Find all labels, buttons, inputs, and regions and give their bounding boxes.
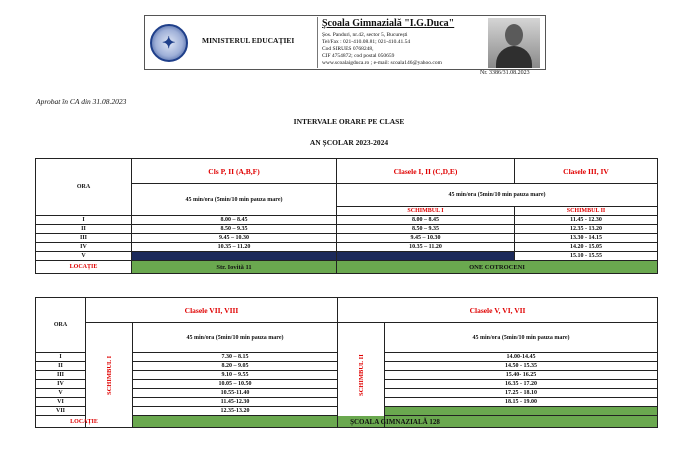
col-header-v-vi-vii: Clasele V, VI, VII — [338, 298, 658, 323]
table-row — [36, 252, 658, 261]
eagle-icon: ✦ — [162, 35, 176, 52]
location-value: ȘCOALA GIMNAZIALĂ 128 — [133, 416, 658, 428]
shift-label: SCHIMBUL I — [337, 207, 515, 216]
duca-portrait — [488, 18, 540, 68]
row-label: I — [36, 216, 132, 225]
school-phone: Tel/Fax : 021-410.08.81; 021-410.41.54 — [322, 39, 411, 45]
time-cell: 9.10 – 9.55 — [133, 371, 338, 380]
col-header-i-ii: Clasele I, II (C,D,E) — [337, 159, 515, 184]
school-address: Șos. Panduri, nr.42, sector 5, București — [322, 32, 408, 38]
time-cell: 10.35 – 11.20 — [337, 243, 515, 252]
time-cell: 8.00 – 8.45 — [132, 216, 337, 225]
schedule-table-primary — [35, 158, 658, 274]
schedule-table-secondary — [35, 297, 658, 428]
time-cell: 18.15 - 19.00 — [385, 398, 658, 407]
portrait-head — [505, 24, 523, 46]
empty-slot — [385, 407, 658, 416]
time-cell: 15.10 - 15.55 — [515, 252, 658, 261]
row-label: I — [36, 353, 86, 362]
row-label: VII — [36, 407, 86, 416]
portrait-body — [496, 46, 532, 68]
row-label: VI — [36, 398, 86, 407]
row-label: II — [36, 225, 132, 234]
ora-header: ORA — [36, 159, 132, 216]
time-cell: 9.45 – 10.30 — [337, 234, 515, 243]
table-row — [36, 243, 658, 252]
time-cell: 12.35 - 13.20 — [515, 225, 658, 234]
row-label: IV — [36, 243, 132, 252]
empty-slot — [132, 252, 337, 261]
location-value: Str. Iovită 11 — [132, 261, 337, 274]
time-cell: 14.00-14.45 — [385, 353, 658, 362]
row-label: II — [36, 362, 86, 371]
col-header-iii-iv: Clasele III, IV — [515, 159, 658, 184]
table-row — [36, 225, 658, 234]
row-label: III — [36, 234, 132, 243]
row-label: III — [36, 371, 86, 380]
letterhead-divider — [317, 17, 318, 68]
location-label: LOCAȚIE — [36, 416, 133, 428]
row-label: IV — [36, 380, 86, 389]
time-cell: 11.45-12.30 — [133, 398, 338, 407]
time-cell: 13.30 - 14.15 — [515, 234, 658, 243]
location-label: LOCAȚIE — [36, 261, 132, 274]
location-row — [36, 261, 658, 274]
table-row — [36, 234, 658, 243]
row-label: V — [36, 252, 132, 261]
time-cell: 8.20 – 9.05 — [133, 362, 338, 371]
col-header-p-ii: Cls P, II (A,B,F) — [132, 159, 337, 184]
duration-note: 45 min/ora (5min/10 min pauza mare) — [133, 323, 338, 353]
time-cell: 8.50 – 9.35 — [337, 225, 515, 234]
time-cell: 10.05 – 10.50 — [133, 380, 338, 389]
time-cell: 11.45 - 12.30 — [515, 216, 658, 225]
time-cell: 17.25 - 18.10 — [385, 389, 658, 398]
time-cell: 7.30 – 8.15 — [133, 353, 338, 362]
duration-note: 45 min/ora (5min/10 min pauza mare) — [132, 184, 337, 216]
shift-label: SCHIMBUL II — [515, 207, 658, 216]
table-row — [36, 216, 658, 225]
duration-note: 45 min/ora (5min/10 min pauza mare) — [385, 323, 658, 353]
shift-label: SCHIMBUL I — [86, 323, 133, 428]
ora-header: ORA — [36, 298, 86, 353]
romania-coat-of-arms-logo — [150, 24, 188, 62]
ministry-name: MINISTERUL EDUCAȚIEI — [202, 36, 295, 45]
time-cell: 9.45 – 10.30 — [132, 234, 337, 243]
school-web: www.scoalaigduca.ro ; e-mail: scoala146@yahoo.com — [322, 60, 442, 66]
school-name: Școala Gimnazială "I.G.Duca" — [322, 18, 455, 29]
document-number: Nr. 3386/31.08.2023 — [480, 70, 530, 76]
document-subtitle: AN ȘCOLAR 2023-2024 — [309, 138, 389, 147]
time-cell: 15.40- 16.25 — [385, 371, 658, 380]
time-cell: 8.50 – 9.35 — [132, 225, 337, 234]
time-cell: 14.20 - 15.05 — [515, 243, 658, 252]
time-cell: 12.35-13.20 — [133, 407, 338, 416]
time-cell: 14.50 - 15.35 — [385, 362, 658, 371]
col-header-vii-viii: Clasele VII, VIII — [86, 298, 338, 323]
approval-note: Aprobat în CA din 31.08.2023 — [36, 97, 127, 106]
location-value: ONE COTROCENI — [337, 261, 658, 274]
time-cell: 8.00 – 8.45 — [337, 216, 515, 225]
duration-note: 45 min/ora (5min/10 min pauza mare) — [337, 184, 658, 207]
time-cell: 10.35 – 11.20 — [132, 243, 337, 252]
document-title: INTERVALE ORARE PE CLASE — [293, 117, 405, 126]
time-cell: 16.35 - 17.20 — [385, 380, 658, 389]
school-cif: CIF 4754872; cod postal 050659 — [322, 53, 395, 59]
shift-label: SCHIMBUL II — [338, 323, 385, 428]
row-label: V — [36, 389, 86, 398]
time-cell: 10.55-11.40 — [133, 389, 338, 398]
school-sirues: Cod SIRUES 0768248, — [322, 46, 374, 52]
empty-slot — [337, 252, 515, 261]
